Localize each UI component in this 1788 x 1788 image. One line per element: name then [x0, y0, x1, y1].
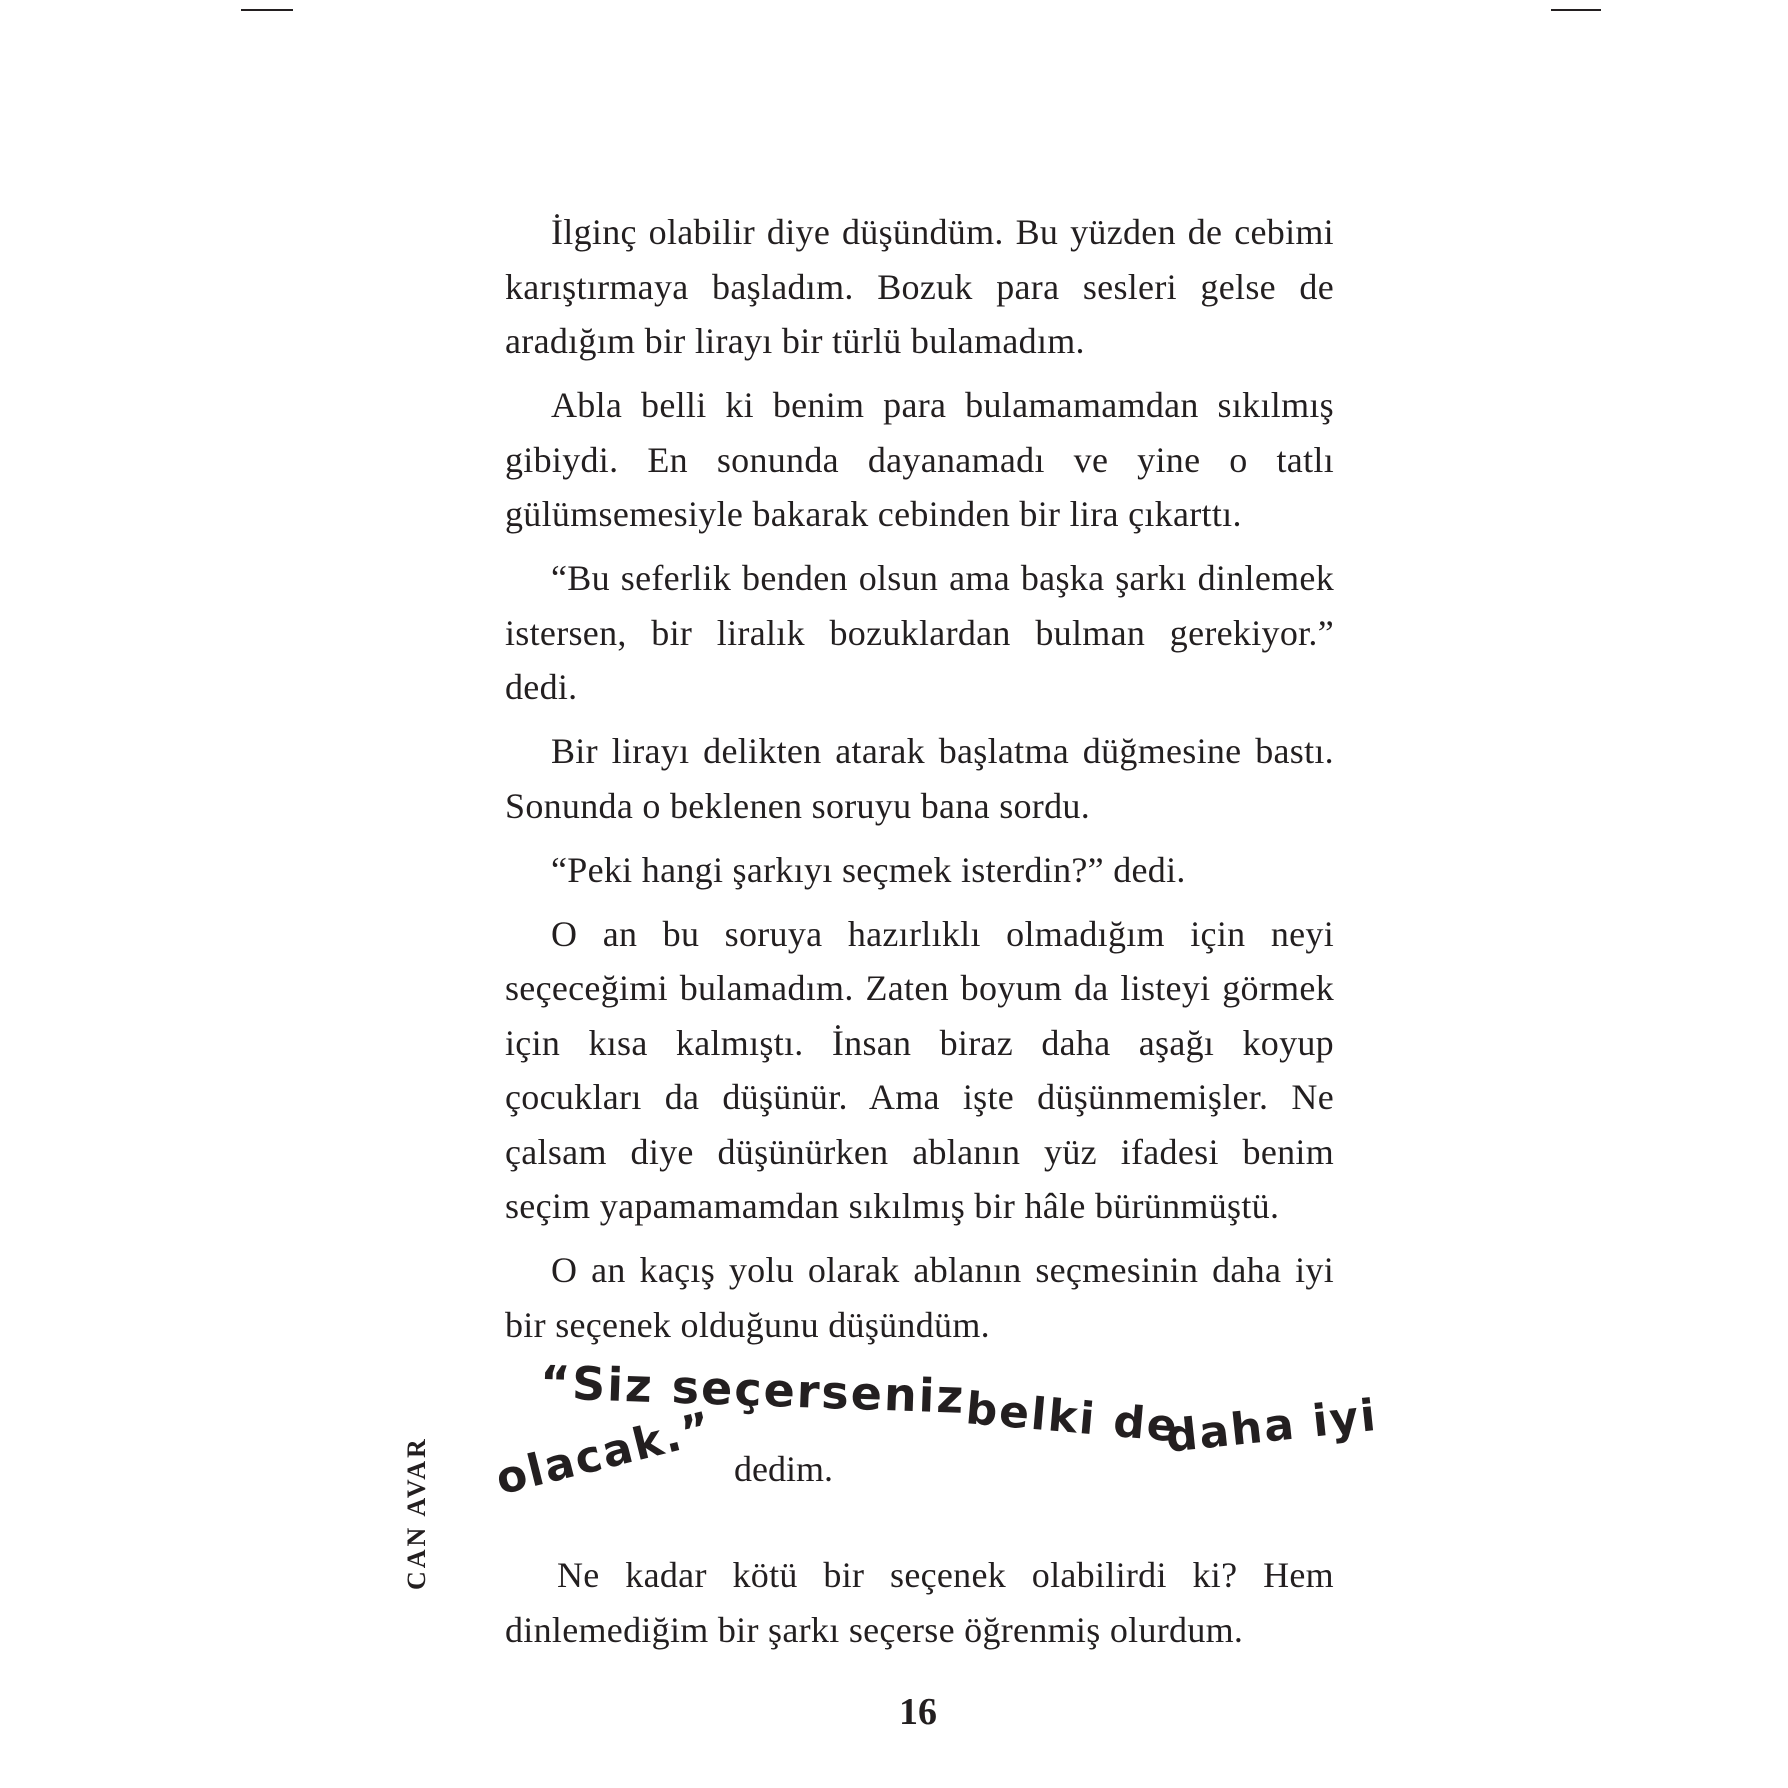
dedim-text: dedim.: [734, 1449, 833, 1489]
paragraph: Bir lirayı delikten atarak başlatma düğmesine bastı. Sonunda o beklenen soruyu bana sordu.: [505, 731, 1334, 826]
body-text: [505, 205, 1334, 1362]
paragraph: “Bu seferlik benden olsun ama başka şarkı dinlemek istersen, bir liralık bozuklardan bulman gerekiyor.” dedi.: [505, 558, 1334, 707]
author-name: CAN AVAR: [402, 1436, 431, 1590]
handwritten-quote-part: olacak.”: [490, 1402, 719, 1506]
page-number: 16: [899, 1691, 937, 1733]
paragraph: Ne kadar kötü bir seçenek olabilirdi ki? Hem dinlemediğim bir şarkı seçerse öğrenmiş olurdum.: [505, 1555, 1334, 1650]
paragraph: O an bu soruya hazırlıklı olmadığım için neyi seçeceğimi bulamadım. Zaten boyum da listeyi görmek için kısa kalmıştı. İnsan biraz daha aşağı koyup çocukları da düşünür. Ama işte düşünmemişler. Ne çalsam diye düşünürken ablanın yüz ifadesi benim seçim yapamamamdan sıkılmış bir hâle bürünmüştü.: [505, 913, 1334, 1226]
crop-mark-left: [241, 9, 293, 11]
handwritten-quote-part: belki de: [963, 1383, 1181, 1453]
handwritten-quote-part: daha iyi: [1163, 1389, 1380, 1463]
paragraph: Abla belli ki benim para bulamamamdan sıkılmış gibiydi. En sonunda dayanamadı ve yine o tatlı gülümsemesiyle bakarak cebinden bir lira çıkarttı.: [505, 385, 1334, 534]
handwritten-quote-part: “Siz seçerseniz: [539, 1355, 967, 1424]
paragraph: İlginç olabilir diye düşündüm. Bu yüzden de cebimi karıştırmaya başladım. Bozuk para sesleri gelse de aradığım bir lirayı bir türlü bulamadım.: [505, 212, 1334, 361]
crop-mark-right: [1551, 9, 1601, 11]
paragraph: “Peki hangi şarkıyı seçmek isterdin?” dedi.: [551, 849, 1186, 890]
body-text-continued: [505, 1548, 1334, 1657]
author-running-head: [402, 1436, 436, 1624]
paragraph: O an kaçış yolu olarak ablanın seçmesinin daha iyi bir seçenek olduğunu düşündüm.: [505, 1250, 1334, 1345]
